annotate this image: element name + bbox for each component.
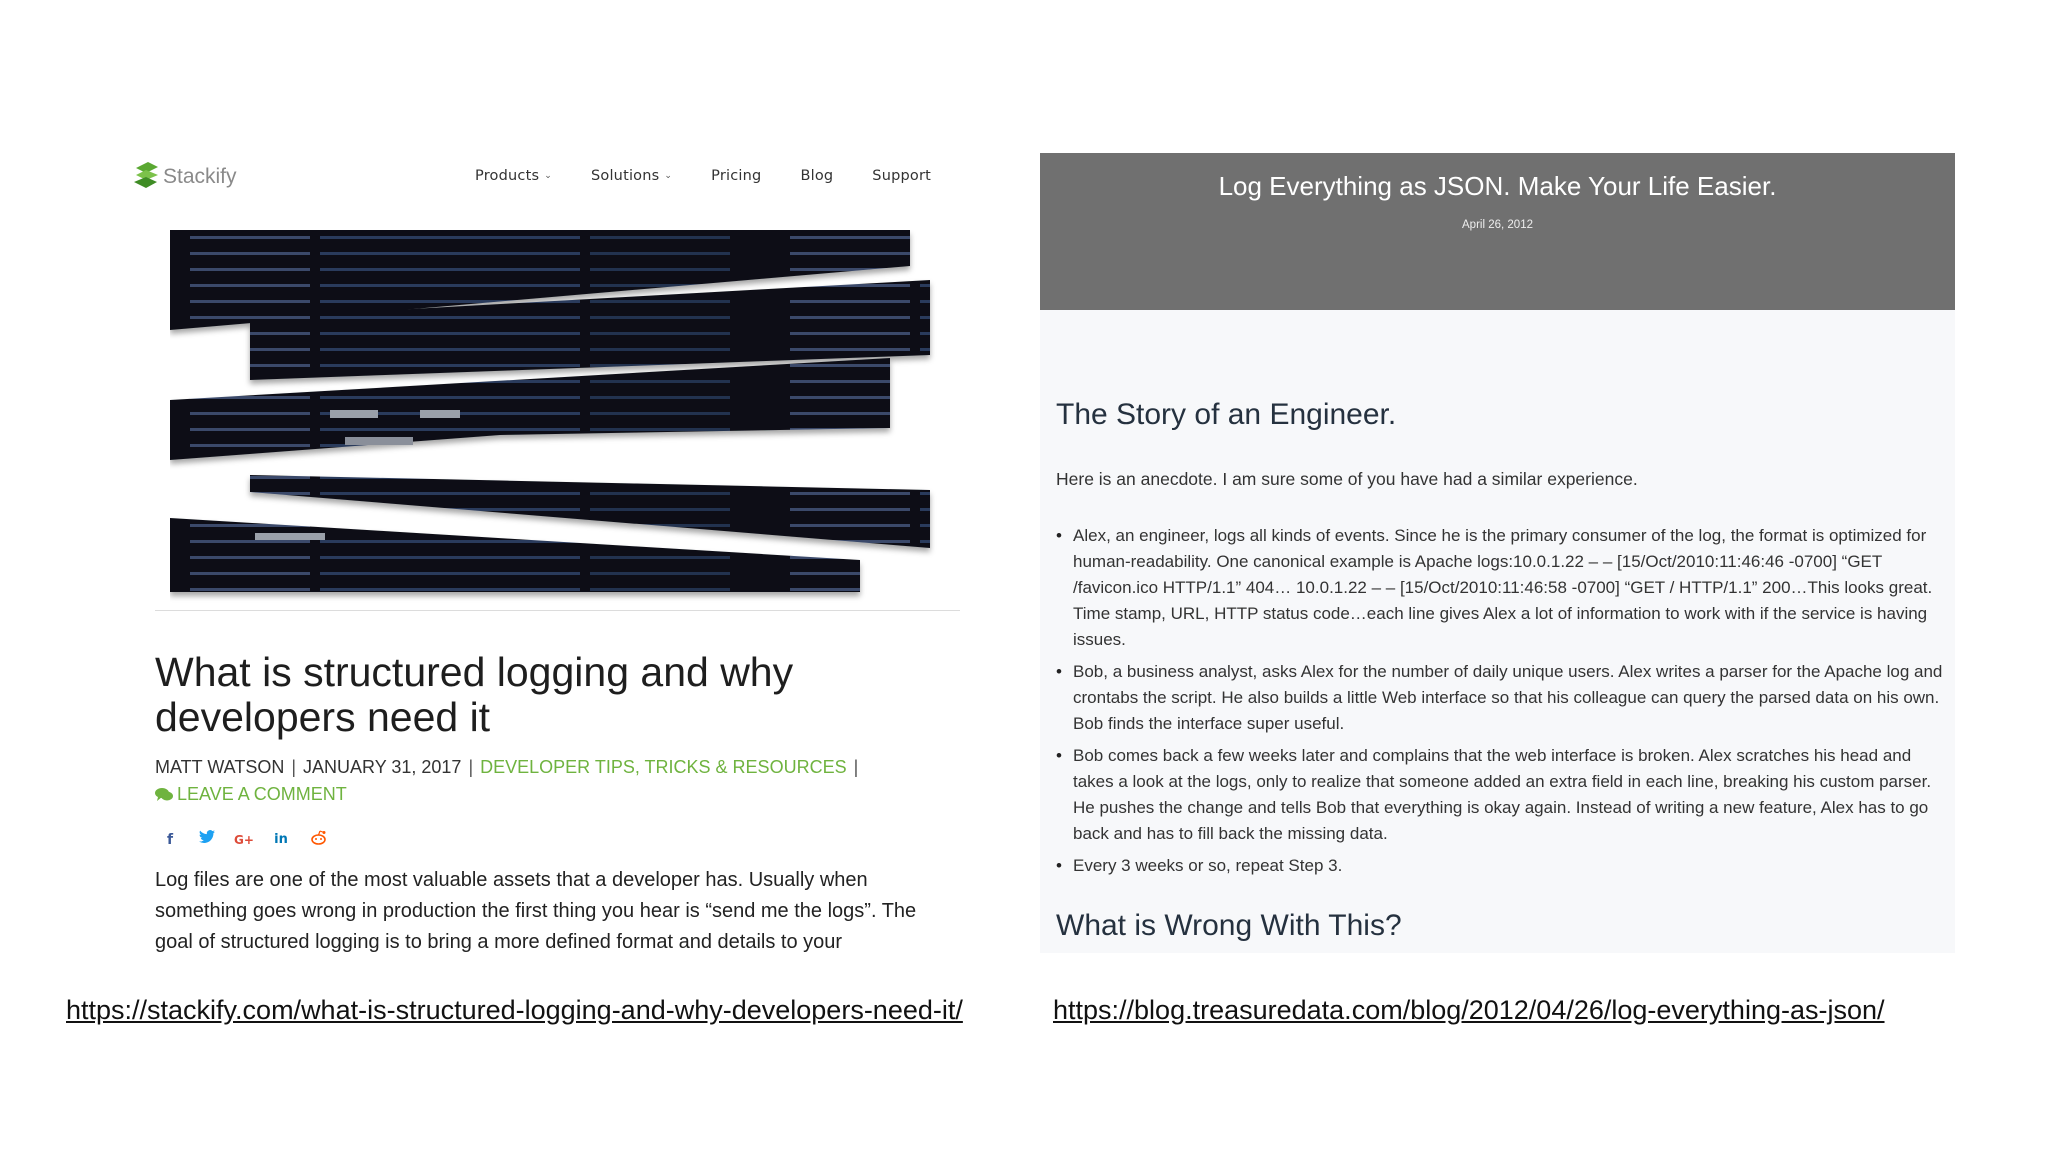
section-heading-story: The Story of an Engineer. bbox=[1056, 398, 1397, 431]
article-category-link[interactable]: DEVELOPER TIPS, TRICKS & RESOURCES bbox=[480, 757, 847, 777]
chevron-down-icon: ⌄ bbox=[664, 171, 673, 181]
article-meta: MATT WATSON | JANUARY 31, 2017 | DEVELOPER TIPS, TRICKS & RESOURCES | LEAVE A COMMENT bbox=[155, 757, 859, 804]
list-item: • Every 3 weeks or so, repeat Step 3. bbox=[1056, 853, 1946, 879]
chat-bubbles-icon bbox=[155, 787, 173, 802]
chevron-down-icon: ⌄ bbox=[544, 171, 552, 181]
nav-solutions[interactable] bbox=[591, 168, 672, 184]
stackify-main-menu bbox=[475, 168, 970, 184]
nav-pricing-label: Pricing bbox=[711, 168, 762, 184]
stackify-logo[interactable] bbox=[133, 162, 237, 192]
list-item: • Bob, a business analyst, asks Alex for the number of daily unique users. Alex writes a parser for the Apache log and crontabs the script. He also builds a little Web interface so that his colleague can query the parsed data on his own. Bob finds the interface super useful. bbox=[1056, 659, 1946, 737]
stackify-screenshot bbox=[130, 150, 980, 960]
list-item: • Alex, an engineer, logs all kinds of events. Since he is the primary consumer of the log, the format is optimized for human-readability. One canonical example is Apache logs:10.0.1.22 – – [15/Oct/2010:11:46:46 -0700] “GET /favicon.ico HTTP/1.1” 404… 10.0.1.22 – – [15/Oct/2010:11:46:58 -0700] “GET / HTTP/1.1” 200…This looks great. Time stamp, URL, HTTP status code…each line gives Alex a lot of information to work with if the service is having issues. bbox=[1056, 523, 1946, 653]
nav-products[interactable] bbox=[475, 168, 552, 184]
hero-image-broken-logs bbox=[170, 230, 940, 610]
story-list bbox=[1056, 523, 1946, 885]
leave-comment-link[interactable] bbox=[155, 784, 347, 804]
leave-comment-label: LEAVE A COMMENT bbox=[177, 784, 347, 804]
stackify-navbar bbox=[130, 150, 980, 210]
stackify-url-link[interactable]: https://stackify.com/what-is-structured-logging-and-why-developers-need-it/ bbox=[66, 995, 963, 1025]
linkedin-icon[interactable]: in bbox=[274, 832, 288, 847]
nav-support[interactable] bbox=[872, 168, 931, 184]
post-date: April 26, 2012 bbox=[1462, 219, 1533, 231]
post-header bbox=[1040, 153, 1955, 310]
nav-blog[interactable] bbox=[800, 168, 833, 184]
twitter-icon[interactable] bbox=[197, 830, 217, 850]
stackify-logo-icon bbox=[133, 162, 159, 192]
stackify-logo-text: Stackify bbox=[163, 165, 237, 188]
intro-paragraph: Here is an anecdote. I am sure some of you have had a similar experience. bbox=[1056, 469, 1638, 489]
nav-blog-label: Blog bbox=[800, 168, 834, 184]
nav-support-label: Support bbox=[872, 168, 932, 184]
nav-pricing[interactable] bbox=[711, 168, 761, 184]
share-bar bbox=[160, 830, 345, 850]
post-title: Log Everything as JSON. Make Your Life Easier. bbox=[1218, 171, 1777, 201]
article-author[interactable]: MATT WATSON bbox=[155, 757, 285, 777]
facebook-icon[interactable]: f bbox=[166, 832, 174, 848]
google-plus-icon[interactable]: G+ bbox=[234, 833, 254, 847]
reddit-icon[interactable] bbox=[308, 830, 328, 850]
section-heading-wrong: What is Wrong With This? bbox=[1056, 909, 1402, 942]
article-title: What is structured logging and why developers need it bbox=[155, 649, 794, 740]
article-body: Log files are one of the most valuable assets that a developer has. Usually when something goes wrong in production the first thing you hear is “send me the logs”. The goal of structured logging is to bring a more defined format and details to your bbox=[155, 869, 917, 953]
list-item: • Bob comes back a few weeks later and complains that the web interface is broken. Alex scratches his head and takes a look at the logs, only to realize that someone added an extra field in each line, breaking his custom parser. He pushes the change and tells Bob that everything is okay again. Instead of writing a new feature, Alex has to go back and has to fill back the missing data. bbox=[1056, 743, 1946, 847]
nav-solutions-label: Solutions bbox=[590, 168, 660, 184]
article-date: JANUARY 31, 2017 bbox=[303, 757, 462, 777]
treasuredata-screenshot bbox=[1040, 153, 1955, 953]
stackify-divider bbox=[155, 610, 960, 611]
treasuredata-url-link[interactable]: https://blog.treasuredata.com/blog/2012/04/26/log-everything-as-json/ bbox=[1053, 995, 1885, 1025]
nav-products-label: Products bbox=[475, 168, 540, 184]
